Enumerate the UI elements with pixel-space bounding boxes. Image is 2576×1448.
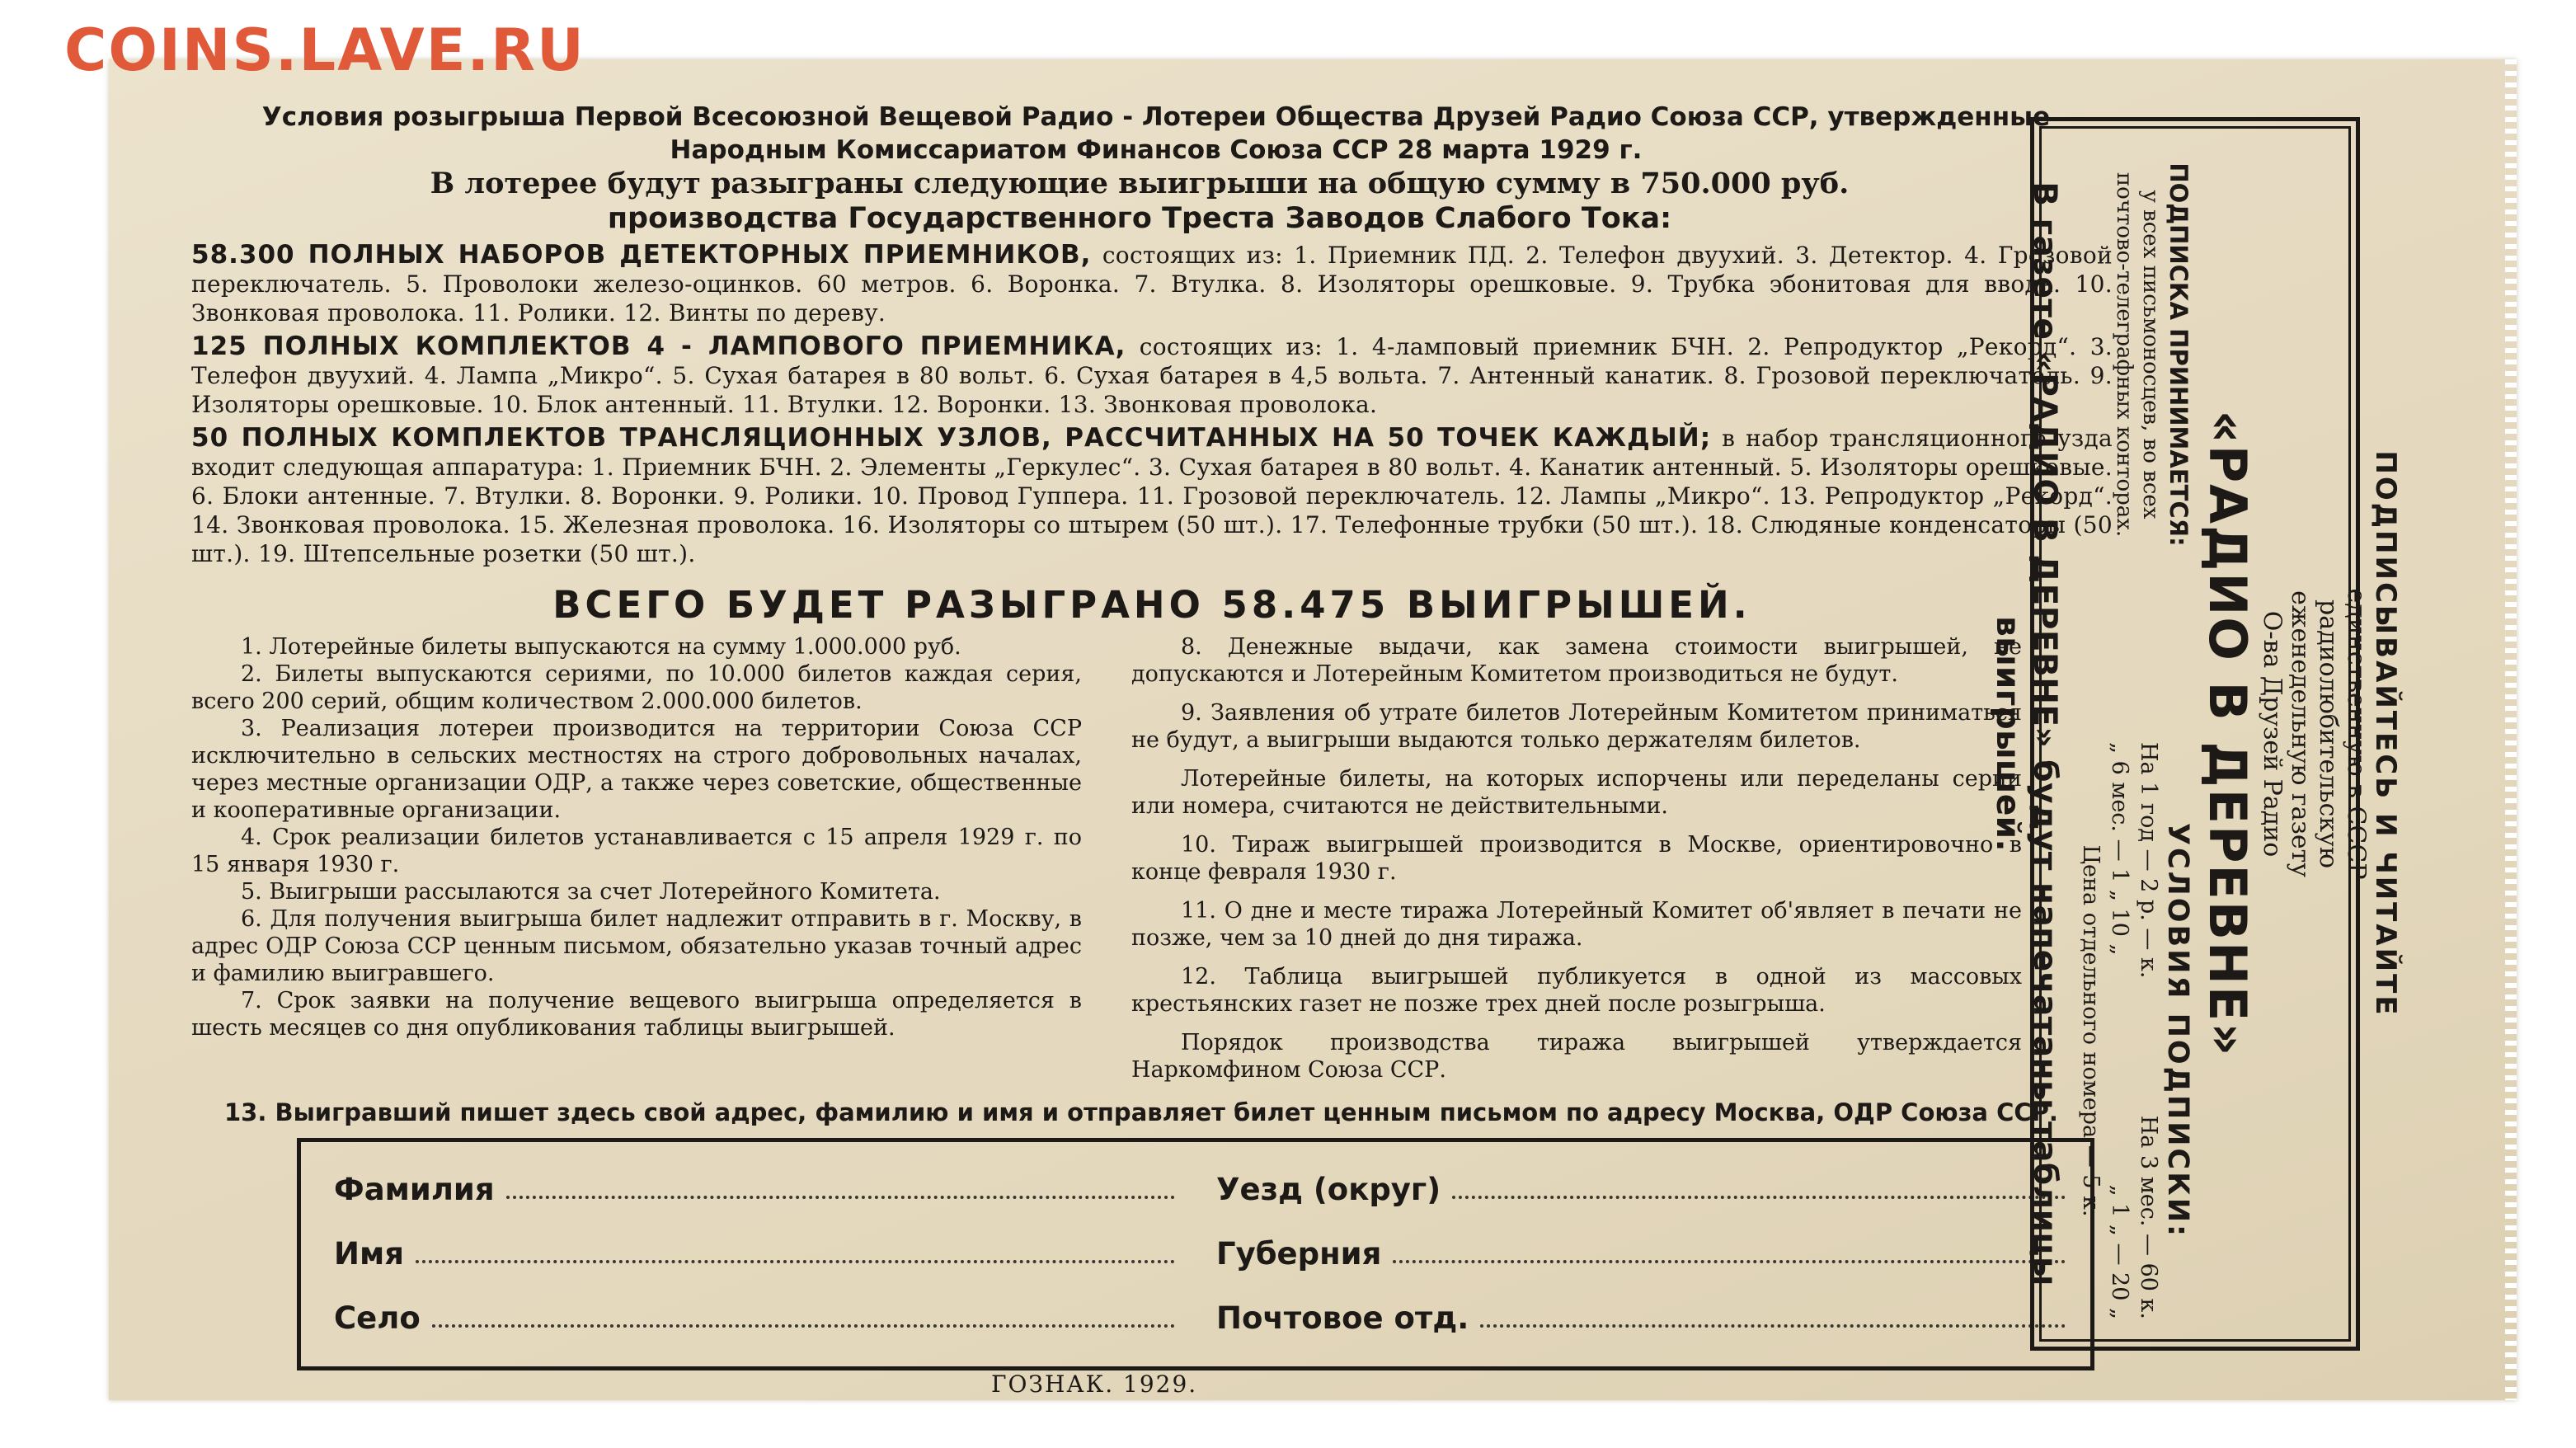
prize-group-detector [191, 241, 2113, 327]
rules-columns [191, 633, 2113, 1084]
prize-text: состоящих из: 1. 4-ламповый приемник БЧН. 2. Репродуктор „Рекорд“. 3. Телефон двуухий. 4. Лампа „Микро“. 5. Сухая батарея в 80 вольт. 6. Сухая батарея в 4,5 вольта. 7. Антенный канатик. 8. Грозовой переключатель. 9. Изоляторы орешковые. 10. Блок антенный. 11. Втулки. 12. Воронки. 13. Звонковая проволока. [191, 333, 2113, 418]
surname-label: Фамилия [334, 1172, 495, 1207]
term-1m: „ 1 „ — 20 „ [2107, 1184, 2132, 1319]
village-field[interactable] [334, 1300, 1175, 1336]
rule-item: 12. Таблица выигрышей публикуется в одной из массовых крестьянских газет не позже трех дней после розыгрыша. [1131, 964, 2022, 1017]
term-6m: „ 6 мес. — 1 „ 10 „ [2107, 742, 2132, 956]
accept-text: у всех письмоносцев, во всех почтово-телеграфных конторах. [2112, 172, 2163, 538]
province-line[interactable] [1393, 1260, 2066, 1263]
ad-line-5: О-ва Друзей Радио [2258, 610, 2287, 858]
prize-group-4-lamp [191, 332, 2113, 419]
conditions-section [191, 101, 2113, 1126]
title-line-1: Условия розыгрыша Первой Всесоюзной Вещевой Радио - Лотереи Общества Друзей Радио Союза ССР, утвержденные [261, 102, 2051, 132]
subscription-terms [2076, 742, 2192, 1319]
village-label: Село [334, 1300, 421, 1336]
total-sum-line: В лотерее будут разыграны следующие выигрыши на общую сумму в 750.000 руб. [430, 167, 1850, 200]
rule-item: 2. Билеты выпускаются сериями, по 10.000 билетов каждая серия, всего 200 серий, общим количеством 2.000.000 билетов. [191, 661, 1082, 714]
name-field[interactable] [334, 1236, 1175, 1272]
name-label: Имя [334, 1236, 404, 1272]
ad-bottom-line: В газете «РАДИО В ДЕРЕВНЕ» будут напечатаны таблицы выигрышей. [1989, 181, 2063, 1286]
rule-item: 1. Лотерейные билеты выпускаются на сумму 1.000.000 руб. [241, 634, 961, 660]
rule-item: 5. Выигрыши рассылаются за счет Лотерейного Комитета. [241, 879, 941, 905]
post-office-line[interactable] [1480, 1324, 2066, 1328]
surname-field[interactable] [334, 1172, 1175, 1207]
ad-details [2076, 148, 2192, 1319]
prize-text: состоящих из: 1. Приемник ПД. 2. Телефон двуухий. 3. Детектор. 4. Грозовой переключатель. 5. Проволоки железо-оцинков. 60 метров. 6. Воронка. 7. Втулка. 8. Изоляторы орешковые. 9. Трубка эбонитовая для ввода. 10. Звонковая проволока. 11. Ролики. 12. Винты по дереву. [191, 242, 2113, 327]
site-watermark: COINS.LAVE.RU [64, 16, 585, 84]
ad-line-3: радиолюбительскую [2314, 599, 2343, 868]
rule-item: 10. Тираж выигрышей производится в Москве, ориентировочно в конце февраля 1930 г. [1131, 832, 2022, 885]
accept-title: ПОДПИСКА ПРИНИМАЕТСЯ: [2165, 162, 2193, 547]
term-year: На 1 год — 2 р. — к. [2136, 742, 2161, 979]
producer-line: производства Государственного Треста Заводов Слабого Тока: [607, 202, 1672, 235]
province-label: Губерния [1216, 1236, 1382, 1272]
rule-item: 7. Срок заявки на получение вещевого выигрыша определяется в шесть месяцев со дня опубликования таблицы выигрышей. [191, 988, 1082, 1041]
ad-line-2: единственную в СССР [2342, 588, 2371, 880]
post-office-field[interactable] [1216, 1300, 2066, 1336]
district-label: Уезд (округ) [1216, 1172, 1441, 1207]
terms-row-2 [2105, 742, 2134, 1319]
village-line[interactable] [432, 1324, 1175, 1328]
terms-title: УСЛОВИЯ ПОДПИСКИ: [2161, 823, 2194, 1239]
subscription-places [2111, 148, 2192, 561]
newspaper-title: «РАДИО В ДЕРЕВНЕ» [2198, 410, 2258, 1058]
rule-item: Лотерейные билеты, на которых испорчены или переделаны серии или номера, считаются не действительными. [1131, 766, 2022, 819]
printer-imprint: ГОЗНАК. 1929. [991, 1370, 1198, 1398]
prize-caption: 125 ПОЛНЫХ КОМПЛЕКТОВ 4 - ЛАМПОВОГО ПРИЕМНИКА, [191, 331, 1126, 361]
rule-item: 6. Для получения выигрыша билет надлежит отправить в г. Москву, в адрес ОДР Союза ССР ценным письмом, обязательно указав точный адрес и фамилию выигравшего. [191, 906, 1082, 986]
district-line[interactable] [1452, 1196, 2066, 1199]
newspaper-ad-rotated [1989, 148, 2401, 1319]
rule-item: 8. Денежные выдачи, как замена стоимости выигрышей, не допускаются и Лотерейным Комитетом производиться не будут. [1131, 634, 2022, 687]
newspaper-ad-panel [1989, 117, 2402, 1351]
surname-line[interactable] [506, 1196, 1175, 1199]
winner-instruction: 13. Выигравший пишет здесь свой адрес, фамилию и имя и отправляет билет ценным письмом по адресу Москва, ОДР Союза ССР. [224, 1098, 2058, 1126]
rule-item: 3. Реализация лотереи производится на территории Союза ССР исключительно в сельских местностях на строго добровольных началах, через местные организации ОДР, а также через советские, общественные и кооперативные организации. [191, 716, 1082, 823]
rule-item: 11. О дне и месте тиража Лотерейный Комитет об'являет в печати не позже, чем за 10 дней до дня тиража. [1131, 898, 2022, 951]
post-office-label: Почтовое отд. [1216, 1300, 1469, 1336]
prize-caption: 50 ПОЛНЫХ КОМПЛЕКТОВ ТРАНСЛЯЦИОННЫХ УЗЛОВ, РАССЧИТАННЫХ НА 50 ТОЧЕК КАЖДЫЙ; [191, 423, 1712, 453]
ad-line-4: еженедельную газету [2286, 590, 2315, 877]
province-field[interactable] [1216, 1236, 2066, 1272]
rule-item: 4. Срок реализации билетов устанавливается с 15 апреля 1929 г. по 15 января 1930 г. [191, 825, 1082, 877]
prize-group-translation [191, 424, 2113, 568]
name-line[interactable] [416, 1260, 1175, 1263]
rules-left-column [191, 633, 1082, 1084]
term-3m: На 3 мес. — 60 к. [2136, 1115, 2161, 1319]
single-issue-price: Цена отдельного номера — 5 к. [2078, 844, 2104, 1217]
prize-text: в набор трансляционного узда входит следующая аппаратура: 1. Приемник БЧН. 2. Элементы „Геркулес“. 3. Сухая батарея в 80 вольт. 4. Канатик антенный. 5. Изоляторы орешковые. 6. Блоки антенные. 7. Втулки. 8. Воронки. 9. Ролики. 10. Провод Гуппера. 11. Грозовой переключатель. 12. Лампы „Микро“. 13. Репродуктор „Рекорд“. 14. Звонковая проволока. 15. Железная проволока. 16. Изоляторы со штырем (50 шт.). 17. Телефонные трубки (50 шт.). 18. Слюдяные конденсаторы (50 шт.). 19. Штепсельные розетки (50 шт.). [191, 425, 2113, 567]
rule-item: 9. Заявления об утрате билетов Лотерейным Комитетом приниматься не будут, а выигрыши выдаются только держателям билетов. [1131, 700, 2022, 753]
lottery-ticket-back [109, 59, 2517, 1400]
rule-item: Порядок производства тиража выигрышей утверждается Наркомфином Союза ССР. [1131, 1030, 2022, 1083]
total-prizes-heading: ВСЕГО БУДЕТ РАЗЫГРАНО 58.475 ВЫИГРЫШЕЙ. [552, 583, 1751, 627]
ad-line-1: ПОДПИСЫВАЙТЕСЬ И ЧИТАЙТЕ [2369, 450, 2402, 1018]
title-line-2: Народным Комиссариатом Финансов Союза ССР 28 марта 1929 г. [670, 135, 1643, 165]
prize-caption: 58.300 ПОЛНЫХ НАБОРОВ ДЕТЕКТОРНЫХ ПРИЕМНИКОВ, [191, 240, 1092, 270]
district-field[interactable] [1216, 1172, 2066, 1207]
terms-row-1 [2134, 742, 2163, 1319]
rules-right-column [1131, 633, 2022, 1084]
winner-address-form [297, 1138, 2094, 1370]
